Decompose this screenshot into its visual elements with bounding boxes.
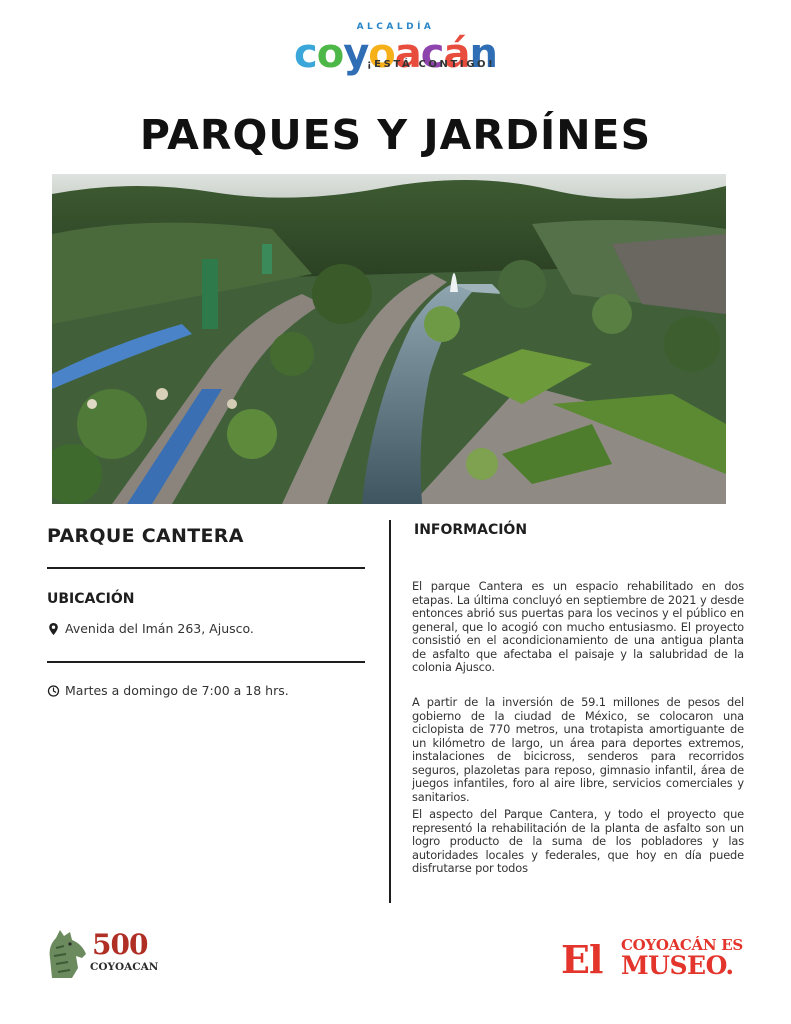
logo-letter: n [469, 31, 497, 77]
location-label: UBICACIÓN [47, 591, 135, 607]
address-text: Avenida del Imán 263, Ajusco. [65, 621, 254, 636]
museo-el-text: El [561, 937, 603, 982]
hours-text: Martes a domingo de 7:00 a 18 hrs. [65, 683, 289, 698]
clock-icon [47, 684, 60, 698]
logo-letter: y [343, 31, 369, 77]
info-paragraph: A partir de la inversión de 59.1 millones de pesos del gobierno de la ciudad de México, se colocaron una ciclopista de 770 metros, una trotapista amortiguante de un kilómetro de largo, un área para deportes extremos, instalaciones de bicicross, senderos para recorridos seguros, plazoletas para reposo, gimnasio infantil, área de juegos infantiles, foro al aire libre, servicios comerciales y sanitarios. [412, 695, 744, 804]
park-name: PARQUE CANTERA [47, 525, 244, 547]
park-photo-image [52, 174, 726, 504]
el-coyoacan-es-museo-logo [561, 933, 751, 983]
logo-letter: o [368, 31, 395, 77]
logo-letter: o [316, 31, 344, 77]
museo-bottom-text: MUSEO. [621, 951, 734, 980]
column-divider [389, 520, 391, 903]
logo-slogan: ¡ESTÁ CONTIGO! [367, 59, 496, 70]
logo-letter: a [394, 31, 421, 77]
logo-500-name: COYOACAN [90, 961, 159, 973]
logo-500-number: 500 [92, 928, 148, 961]
logo-letter: á [443, 31, 470, 77]
coyote-icon [46, 928, 90, 980]
page-title: PARQUES Y JARDÍNES [139, 111, 652, 159]
info-paragraph: El parque Cantera es un espacio rehabilitado en dos etapas. La última concluyó en septiembre de 2021 y desde entonces abrió sus puertas para los vecinos y el público en general, que lo acogió con mucho entusiasmo. El proyecto consistió en el acondicionamiento de una antigua planta de asfalto que afectaba el paisaje y la salubridad de la colonia Ajusco. [412, 579, 744, 674]
location-pin-icon [47, 622, 60, 636]
hours-line [47, 683, 289, 698]
museo-top-text: COYOACÁN ES [621, 936, 743, 954]
info-paragraph: El aspecto del Parque Cantera, y todo el proyecto que representó la rehabilitación de la planta de asfalto son un logro producto de la suma de los pobladores y las autoridades locales y federales, que hoy en día puede disfrutarse por todos [412, 807, 744, 875]
coyoacan-500-logo [46, 928, 159, 980]
logo-letter: c [294, 31, 317, 77]
information-title: INFORMACIÓN [414, 522, 528, 538]
logo-alcaldia-text: ALCALDÍA [356, 22, 435, 32]
park-photo [52, 174, 726, 504]
logo-letter: c [420, 31, 444, 77]
divider [47, 661, 365, 663]
address-line [47, 621, 254, 636]
divider [47, 567, 365, 569]
